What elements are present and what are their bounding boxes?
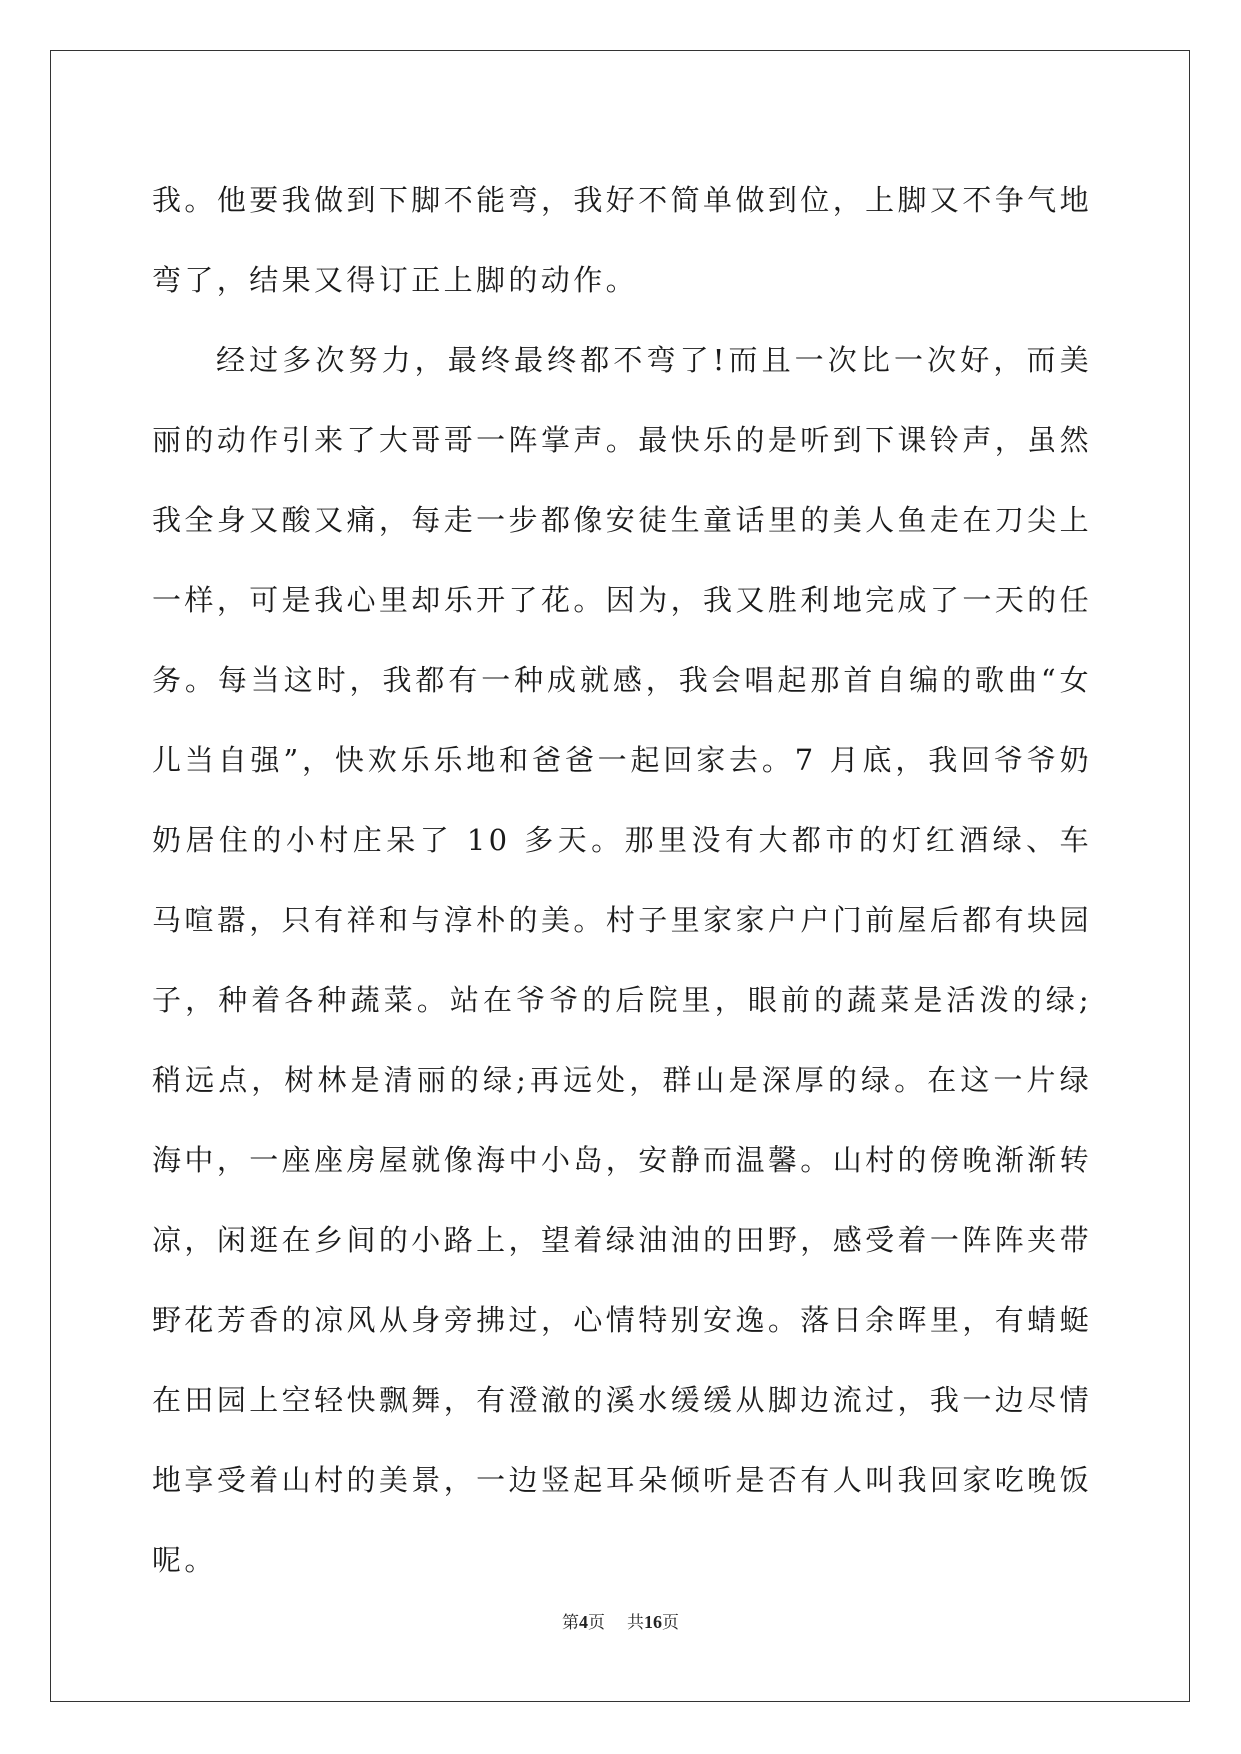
page-suffix: 页 bbox=[588, 1613, 605, 1633]
paragraph-2: 经过多次努力，最终最终都不弯了!而且一次比一次好，而美丽的动作引来了大哥哥一阵掌声。最快乐的是听到下课铃声，虽然我全身又酸又痛，每走一步都像安徒生童话里的美人鱼走在刀尖上一样，可是我心里却乐开了花。因为，我又胜利地完成了一天的任务。每当这时，我都有一种成就感，我会唱起那首自编的歌曲“女儿当自强”，快欢乐乐地和爸爸一起回家去。7 月底，我回爷爷奶奶居住的小村庄呆了 10 多天。那里没有大都市的灯红酒绿、车马喧嚣，只有祥和与淳朴的美。村子里家家户户门前屋后都有块园子，种着各种蔬菜。站在爷爷的后院里，眼前的蔬菜是活泼的绿;稍远点，树林是清丽的绿;再远处，群山是深厚的绿。在这一片绿海中，一座座房屋就像海中小岛，安静而温馨。山村的傍晚渐渐转凉，闲逛在乡间的小路上，望着绿油油的田野，感受着一阵阵夹带野花芳香的凉风从身旁拂过，心情特别安逸。落日余晖里，有蜻蜓在田园上空轻快飘舞，有澄澈的溪水缓缓从脚边流过，我一边尽情地享受着山村的美景，一边竖起耳朵倾听是否有人叫我回家吃晚饭呢。 bbox=[152, 343, 1092, 1577]
paragraph-1: 我。他要我做到下脚不能弯，我好不简单做到位，上脚又不争气地弯了，结果又得订正上脚的动作。 bbox=[152, 183, 1092, 297]
page-prefix: 第 bbox=[562, 1613, 579, 1633]
total-suffix: 页 bbox=[662, 1613, 679, 1633]
total-prefix: 共 bbox=[627, 1613, 644, 1633]
document-body bbox=[152, 160, 1092, 1600]
total-pages: 16 bbox=[644, 1612, 662, 1632]
page-number: 4 bbox=[579, 1612, 588, 1632]
page-footer bbox=[0, 1610, 1241, 1635]
